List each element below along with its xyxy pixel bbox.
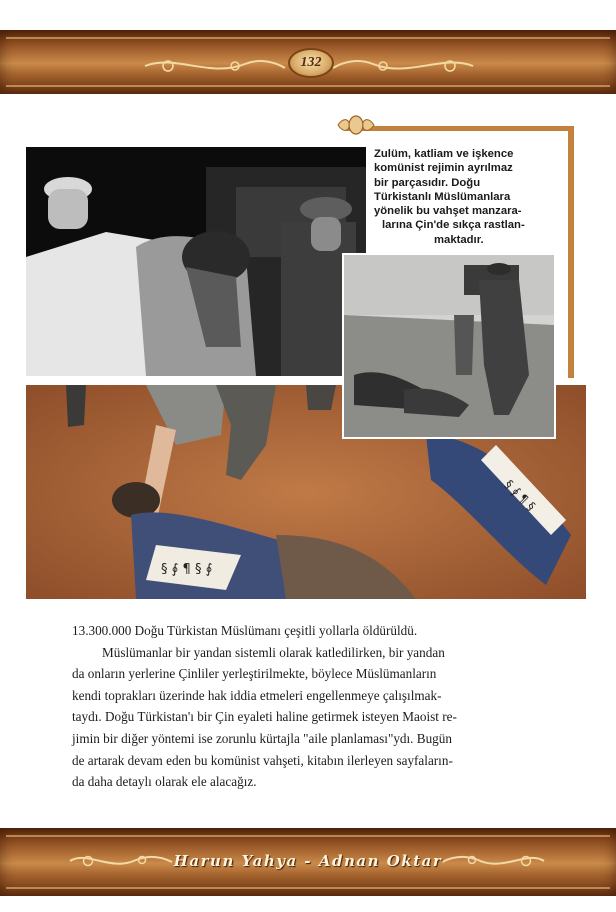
body-line: Müslümanlar bir yandan sistemli olarak katledilirken, bir yandan xyxy=(102,644,445,660)
svg-text:§ ∮ ¶ § ∮: § ∮ ¶ § ∮ xyxy=(161,562,213,577)
fleuron-icon xyxy=(336,112,376,138)
photo-police-arrest xyxy=(26,147,366,376)
svg-text:§ ∮ ¶ §: § ∮ ¶ § xyxy=(501,477,539,514)
caption-line: Türkistanlı Müslümanlara xyxy=(374,190,511,203)
page-number: 132 xyxy=(288,48,334,78)
photo-soldiers-prisoners xyxy=(342,253,556,439)
body-text xyxy=(72,620,552,793)
body-line: taydı. Doğu Türkistan'ı bir Çin eyaleti haline getirmek isteyen Maoist re- xyxy=(72,709,457,725)
body-line: da daha detaylı olarak ele alacağız. xyxy=(72,774,257,790)
photo-caption xyxy=(374,147,564,247)
header-left-ornament xyxy=(140,52,290,80)
body-line: 13.300.000 Doğu Türkistan Müslümanı çeşitli yollarla öldürüldü. xyxy=(72,623,418,638)
caption-line: maktadır. xyxy=(434,233,484,246)
caption-line: bir parçasıdır. Doğu xyxy=(374,176,481,189)
body-line: da onların yerlerine Çinliler yerleştirilmekte, böylece Müslümanların xyxy=(72,666,437,682)
body-line: de artarak devam eden bu komünist vahşeti, kitabın ilerleyen sayfaların- xyxy=(72,752,453,768)
footer-author: Harun Yahya - Adnan Oktar xyxy=(173,852,443,870)
caption-line: larına Çin'de sıkça rastlan- xyxy=(382,219,525,232)
body-line: jimin bir diğer yöntemi ise zorunlu kürtajla "aile planlaması"ydı. Bugün xyxy=(72,730,452,746)
caption-line: komünist rejimin ayrılmaz xyxy=(374,162,513,175)
caption-line: Zulüm, katliam ve işkence xyxy=(374,148,514,160)
body-line: kendi toprakları üzerinde hak iddia etmeleri engellenmeye çalışılmak- xyxy=(72,687,442,703)
header-right-ornament xyxy=(328,52,478,80)
caption-line: yönelik bu vahşet manzara- xyxy=(374,205,522,218)
